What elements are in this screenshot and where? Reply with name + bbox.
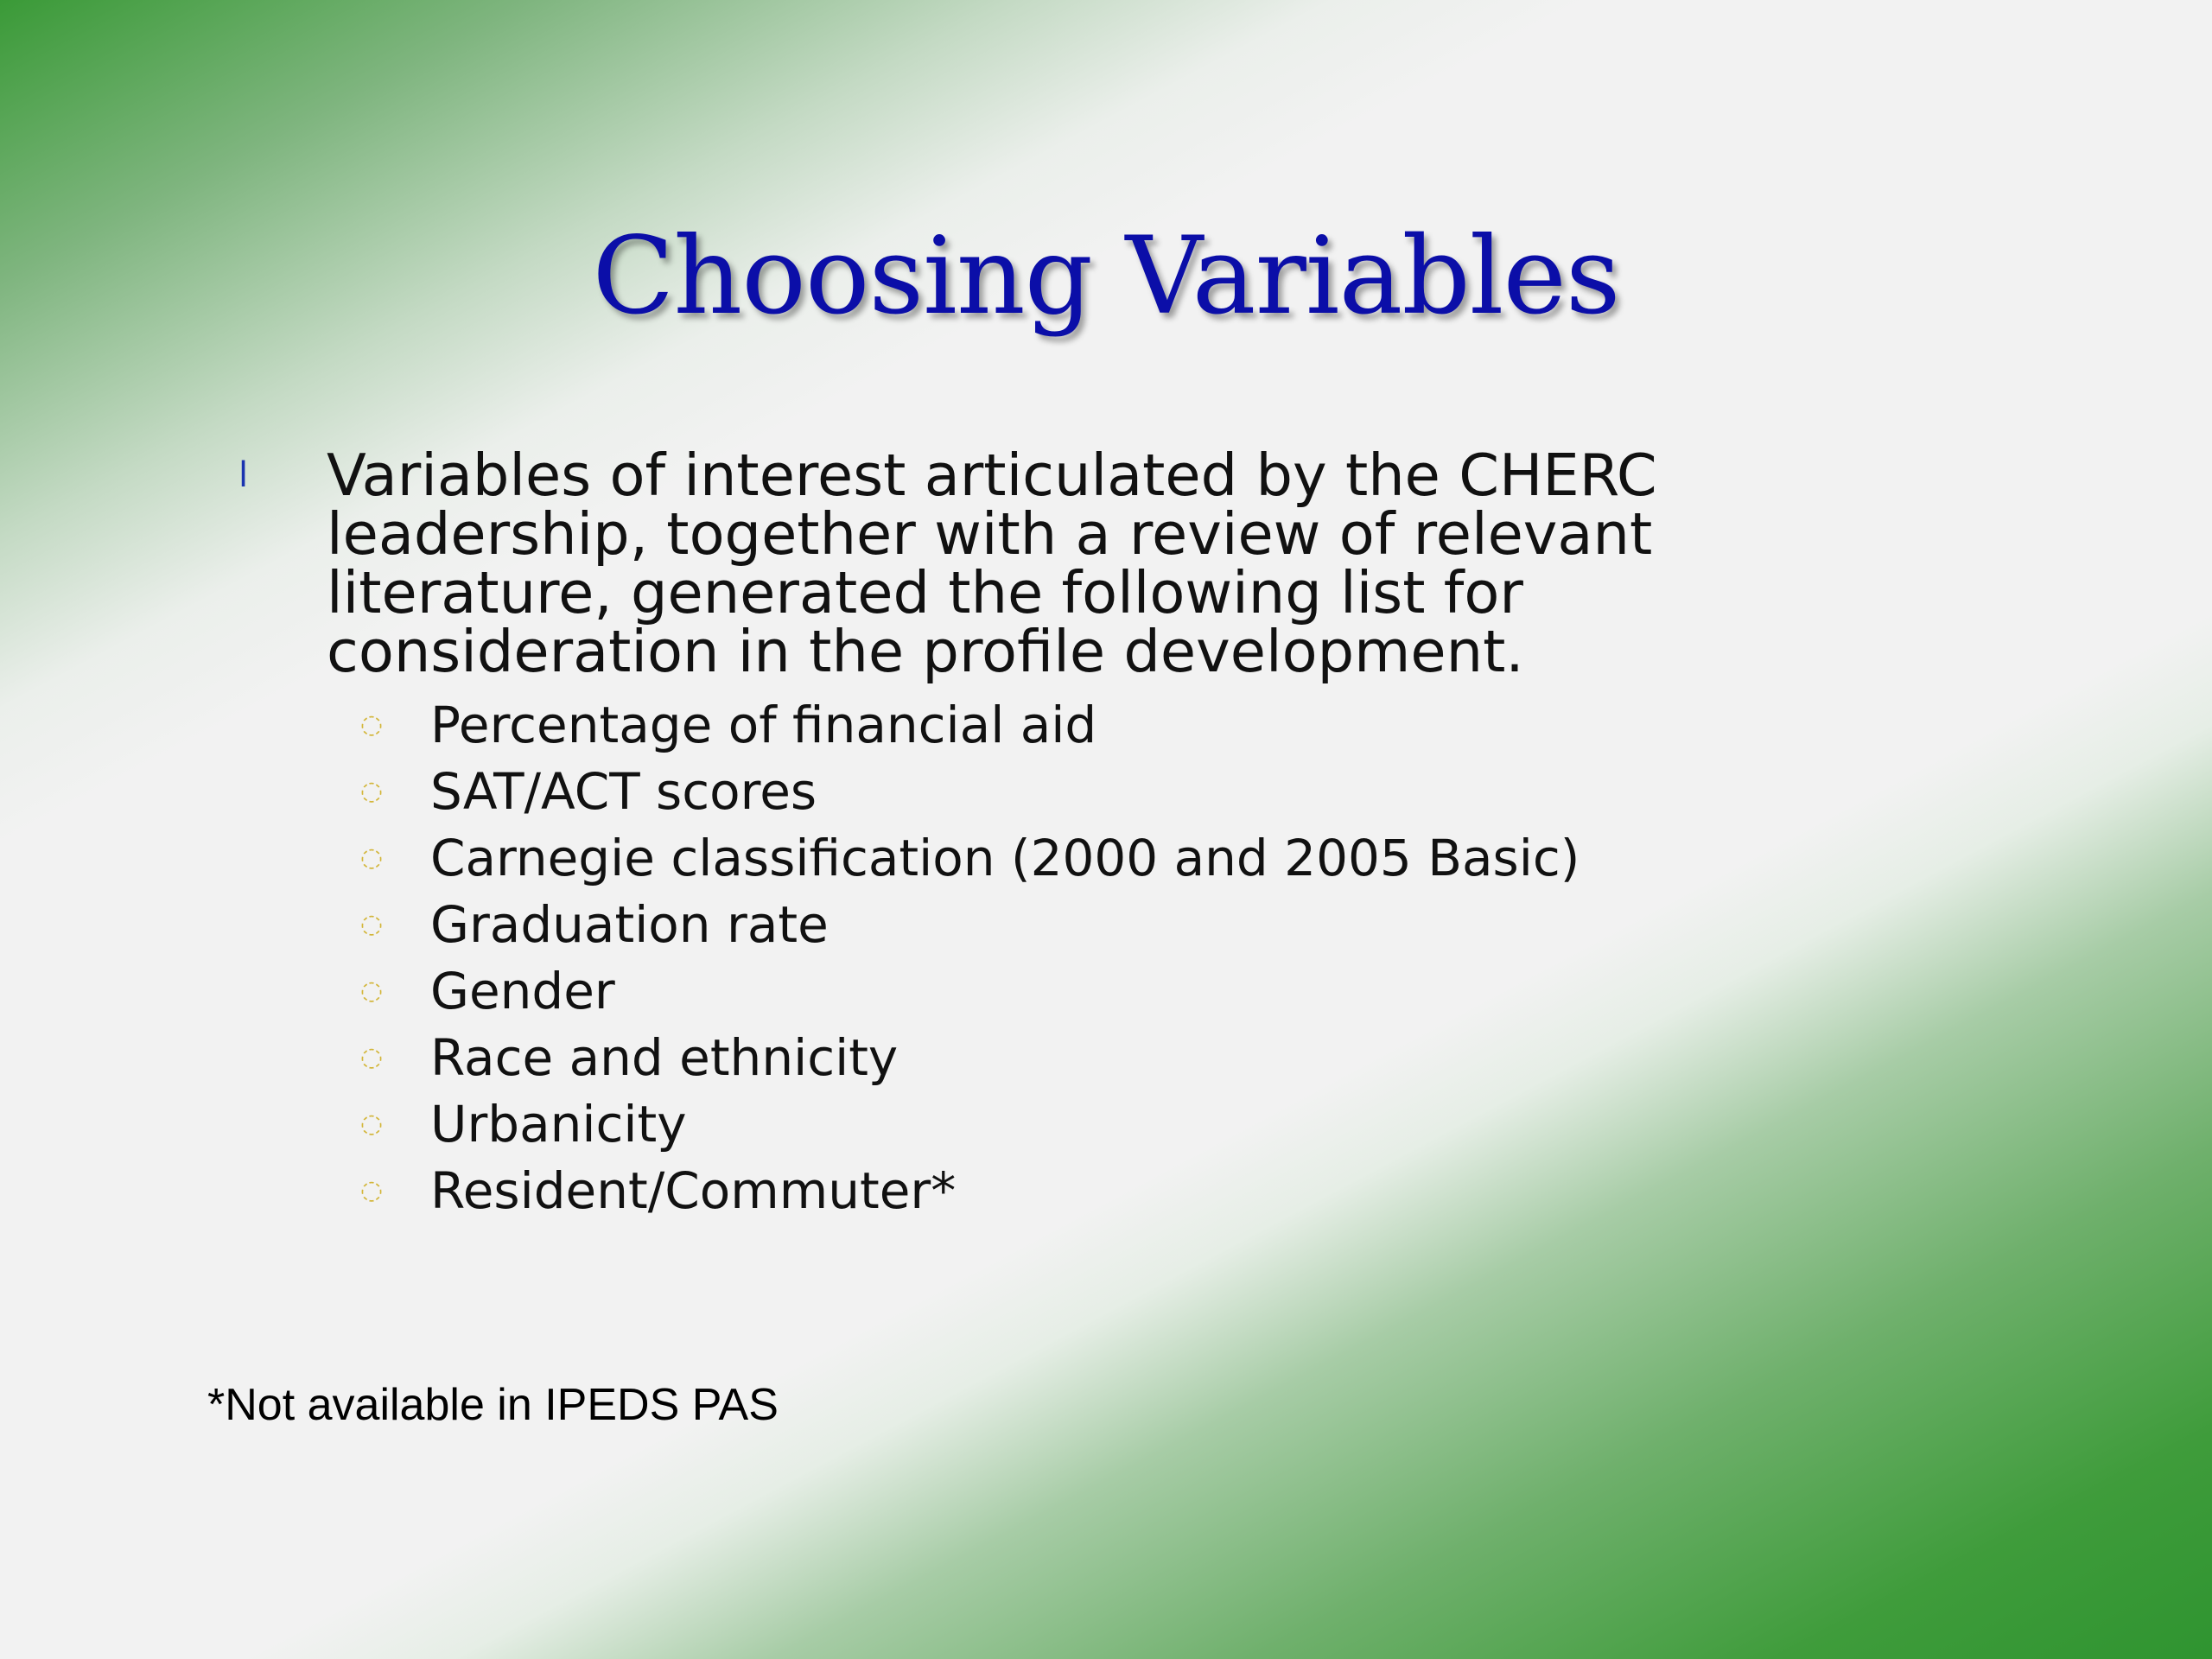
list-item-label: Resident/Commuter*: [430, 1160, 957, 1220]
list-item: [354, 891, 1580, 957]
sub-bullet-icon: ◌: [359, 776, 384, 806]
list-item: [354, 1090, 1580, 1157]
main-bullet-icon: l: [238, 455, 249, 495]
sub-bullet-icon: ◌: [359, 709, 384, 740]
sub-bullet-icon: ◌: [359, 842, 384, 873]
sub-bullet-icon: ◌: [359, 1042, 384, 1072]
slide-title: Choosing Variables: [592, 214, 1620, 339]
list-item: [354, 758, 1580, 824]
sub-bullet-icon: ◌: [359, 909, 384, 939]
footnote: *Not available in IPEDS PAS: [207, 1380, 779, 1430]
list-item-label: Percentage of financial aid: [430, 695, 1097, 754]
list-item-label: Race and ethnicity: [430, 1027, 899, 1087]
list-item: [354, 1024, 1580, 1090]
main-bullet-text: Variables of interest articulated by the CHERC leadership, together with a review of relevant literature, generated the following list for consideration in the profile development.: [327, 442, 1657, 685]
list-item-label: Graduation rate: [430, 894, 829, 954]
list-item-label: Gender: [430, 961, 615, 1020]
sub-bullet-icon: ◌: [359, 1175, 384, 1205]
list-item-label: Carnegie classification (2000 and 2005 Basic): [430, 828, 1580, 887]
sub-bullet-icon: ◌: [359, 976, 384, 1006]
sub-bullet-icon: ◌: [359, 1109, 384, 1139]
list-item: [354, 824, 1580, 891]
list-item: [354, 691, 1580, 758]
list-item-label: SAT/ACT scores: [430, 761, 817, 821]
list-item-label: Urbanicity: [430, 1094, 687, 1154]
list-item: [354, 1157, 1580, 1224]
list-item: [354, 957, 1580, 1024]
sub-bullet-list: [354, 691, 1580, 1224]
